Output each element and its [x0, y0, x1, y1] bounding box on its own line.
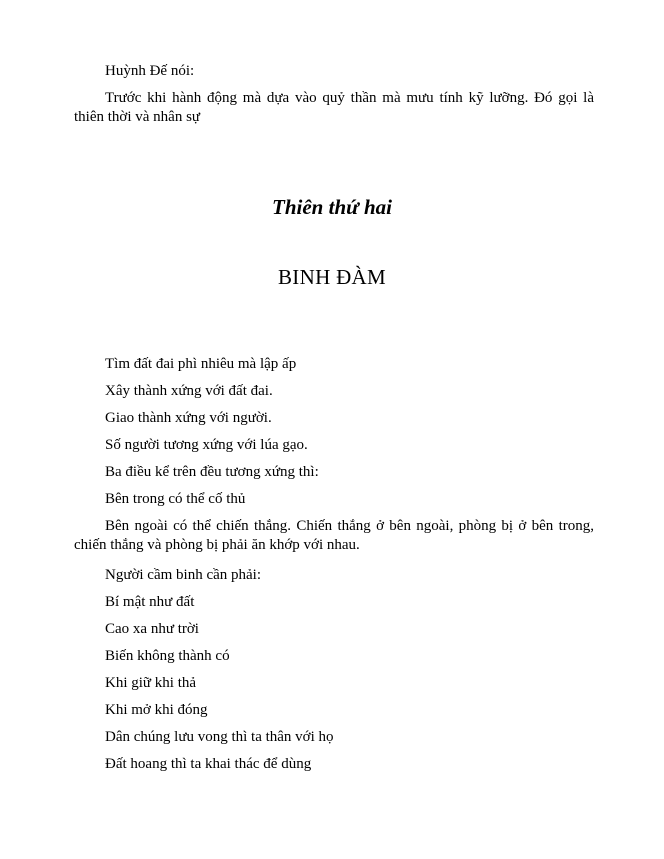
body-line: Ba điều kể trên đều tương xứng thì: — [105, 464, 319, 480]
body-line: Bên trong có thể cố thủ — [105, 491, 246, 507]
section-title: BINH ĐÀM — [278, 265, 386, 289]
body-line: Khi mở khi đóng — [105, 702, 208, 718]
body-paragraph: Bên ngoài có thể chiến thắng. Chiến thắng ở bên ngoài, phòng bị ở bên trong, chiến thắng và phòng bị phải ăn khớp với nhau. — [74, 518, 594, 553]
body-line: Bí mật như đất — [105, 594, 195, 610]
body-line: Xây thành xứng với đất đai. — [105, 383, 273, 399]
intro-speaker: Huỳnh Đế nói: — [105, 63, 195, 79]
body-line: Giao thành xứng với người. — [105, 410, 272, 426]
chapter-title: Thiên thứ hai — [272, 195, 392, 219]
body-line: Biến không thành có — [105, 648, 230, 664]
body-line: Tìm đất đai phì nhiêu mà lập ấp — [105, 356, 297, 372]
body-line: Đất hoang thì ta khai thác để dùng — [105, 756, 312, 772]
body-line: Số người tương xứng với lúa gạo. — [105, 437, 308, 453]
body-line: Khi giữ khi thả — [105, 675, 197, 691]
body-line: Người cầm binh cần phải: — [105, 567, 262, 583]
body-line: Dân chúng lưu vong thì ta thân với họ — [105, 729, 334, 745]
body-line: Cao xa như trời — [105, 621, 199, 637]
intro-quote: Trước khi hành động mà dựa vào quỷ thần mà mưu tính kỹ lưỡng. Đó gọi là thiên thời và nhân sự — [74, 90, 594, 125]
